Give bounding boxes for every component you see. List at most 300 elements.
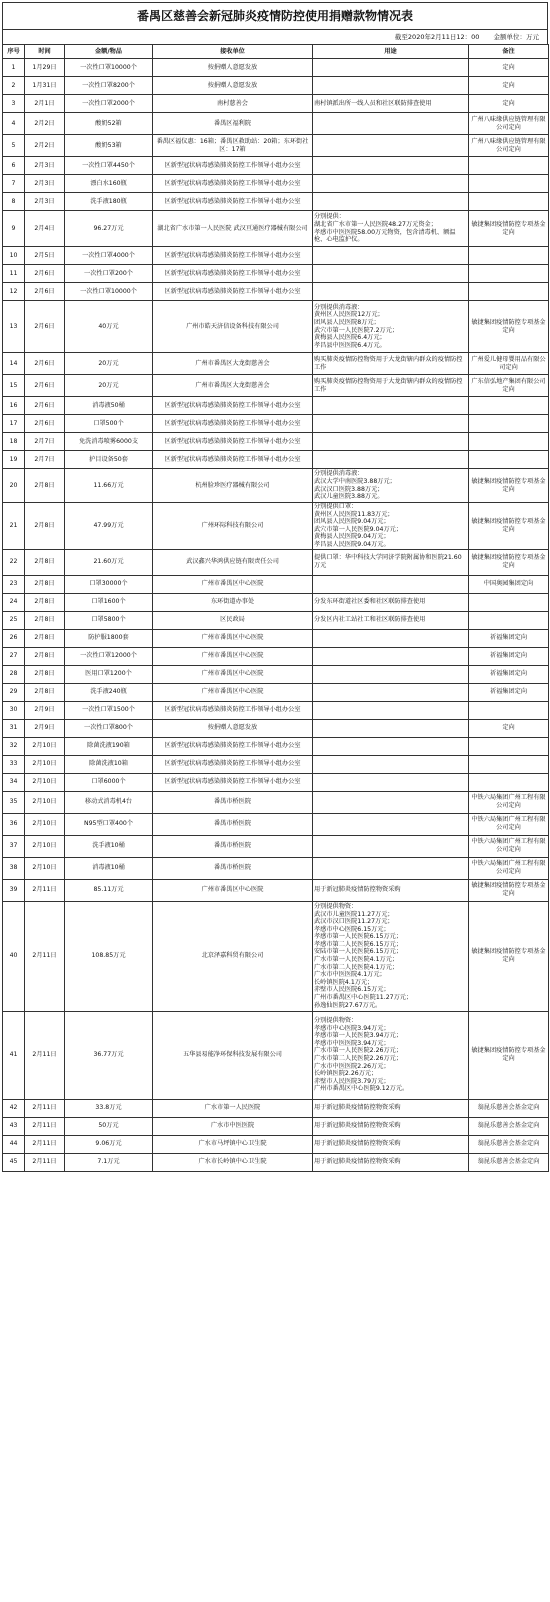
table-row bbox=[3, 549, 549, 575]
row-amount: 一次性口罩10000个 bbox=[65, 283, 153, 301]
row-remarks bbox=[469, 265, 549, 283]
row-recipient: 区新型冠状病毒感染肺炎防控工作领导小组办公室 bbox=[153, 247, 313, 265]
table-row bbox=[3, 397, 549, 415]
row-purpose bbox=[313, 77, 469, 95]
table-row bbox=[3, 1153, 549, 1171]
row-purpose bbox=[313, 665, 469, 683]
table-row bbox=[3, 503, 549, 550]
header-purpose: 用途 bbox=[313, 45, 469, 59]
row-purpose bbox=[313, 701, 469, 719]
row-purpose: 分别提供物资： 武汉市儿童医院11.27万元； 武汉市汉口医院11.27万元； 孝感市中心医院6.15万元； 孝感市第一人民医院6.15万元； 孝感市第二人民医院6.15万元； 安陆市第一人民医院6.15万元； 广水市第一人民医院4.1万元； 广水市第二人民医院4.1万元； 广水市中医医院4.1万元； 长岭镇医院4.1万元； 赤壁市人民医院6.15万元； 广州市番禺区中心医院11.27万元； 孙逸仙医院27.67万元。 bbox=[313, 901, 469, 1011]
table-row bbox=[3, 59, 549, 77]
row-index: 11 bbox=[3, 265, 25, 283]
row-recipient: 区民政局 bbox=[153, 611, 313, 629]
row-index: 44 bbox=[3, 1135, 25, 1153]
row-remarks bbox=[469, 701, 549, 719]
row-remarks bbox=[469, 193, 549, 211]
row-purpose: 分别提供消毒液： 黄州区人民医院12万元； 团风县人民医院8万元； 武穴市第一人民医院7.2万元； 黄梅县人民医院6.4万元； 孝昌县中医医院6.4万元。 bbox=[313, 301, 469, 353]
row-amount: 一次性口罩2000个 bbox=[65, 95, 153, 113]
row-index: 9 bbox=[3, 211, 25, 247]
row-amount: 47.99万元 bbox=[65, 503, 153, 550]
row-purpose: 用于新冠肺炎疫情防控物资采购 bbox=[313, 1117, 469, 1135]
row-remarks: 中铁六局集团广州工程有限公司定向 bbox=[469, 813, 549, 835]
row-recipient: 区新型冠状病毒感染肺炎防控工作领导小组办公室 bbox=[153, 175, 313, 193]
row-date: 2月10日 bbox=[25, 813, 65, 835]
row-date: 2月4日 bbox=[25, 211, 65, 247]
row-purpose bbox=[313, 283, 469, 301]
row-date: 2月8日 bbox=[25, 611, 65, 629]
row-index: 16 bbox=[3, 397, 25, 415]
row-remarks bbox=[469, 737, 549, 755]
row-date: 2月10日 bbox=[25, 737, 65, 755]
table-row bbox=[3, 835, 549, 857]
row-index: 6 bbox=[3, 157, 25, 175]
row-index: 25 bbox=[3, 611, 25, 629]
row-remarks: 广州爱儿健母婴用品有限公司定向 bbox=[469, 353, 549, 375]
row-remarks bbox=[469, 175, 549, 193]
row-remarks: 翁昆乐慈善会基金定向 bbox=[469, 1153, 549, 1171]
row-recipient: 番禺市桥医院 bbox=[153, 791, 313, 813]
row-purpose bbox=[313, 193, 469, 211]
row-date: 2月10日 bbox=[25, 755, 65, 773]
row-purpose bbox=[313, 857, 469, 879]
table-header-row bbox=[3, 45, 549, 59]
row-recipient: 区新型冠状病毒感染肺炎防控工作领导小组办公室 bbox=[153, 737, 313, 755]
row-purpose bbox=[313, 629, 469, 647]
row-date: 2月11日 bbox=[25, 1011, 65, 1099]
row-index: 45 bbox=[3, 1153, 25, 1171]
row-remarks: 敏捷集团疫情防控专项基金定向 bbox=[469, 1011, 549, 1099]
row-date: 2月6日 bbox=[25, 283, 65, 301]
row-amount: 洗手液10桶 bbox=[65, 835, 153, 857]
row-date: 2月8日 bbox=[25, 683, 65, 701]
table-row bbox=[3, 135, 549, 157]
table-row bbox=[3, 95, 549, 113]
row-index: 14 bbox=[3, 353, 25, 375]
header-amount: 金额/物品 bbox=[65, 45, 153, 59]
row-purpose bbox=[313, 575, 469, 593]
row-date: 2月11日 bbox=[25, 1135, 65, 1153]
table-row bbox=[3, 665, 549, 683]
row-recipient: 广州市番禺区中心医院 bbox=[153, 629, 313, 647]
row-purpose: 分别提供： 湖北省广水市第一人民医院48.27万元资金； 孝感市中医医院58.00万元物资，包含清毒机、额温枪、心电监护仪。 bbox=[313, 211, 469, 247]
row-recipient: 按捐赠人意愿发放 bbox=[153, 59, 313, 77]
table-row bbox=[3, 611, 549, 629]
table-row bbox=[3, 647, 549, 665]
row-purpose: 南村镇派出所一线人员和社区联防排查使用 bbox=[313, 95, 469, 113]
row-amount: 消毒液50桶 bbox=[65, 397, 153, 415]
row-recipient: 番禺市桥医院 bbox=[153, 813, 313, 835]
row-date: 2月6日 bbox=[25, 265, 65, 283]
row-amount: 一次性口罩4450个 bbox=[65, 157, 153, 175]
row-purpose bbox=[313, 755, 469, 773]
row-recipient: 区新型冠状病毒感染肺炎防控工作领导小组办公室 bbox=[153, 193, 313, 211]
row-recipient: 广水市马坪镇中心卫生院 bbox=[153, 1135, 313, 1153]
row-recipient: 番禺区福利院 bbox=[153, 113, 313, 135]
row-amount: 口罩30000个 bbox=[65, 575, 153, 593]
table-row bbox=[3, 375, 549, 397]
row-index: 23 bbox=[3, 575, 25, 593]
table-row bbox=[3, 283, 549, 301]
row-index: 30 bbox=[3, 701, 25, 719]
table-row bbox=[3, 265, 549, 283]
table-row bbox=[3, 1011, 549, 1099]
row-amount: 7.1万元 bbox=[65, 1153, 153, 1171]
row-remarks bbox=[469, 433, 549, 451]
row-remarks: 敏捷集团疫情防控专项基金定向 bbox=[469, 549, 549, 575]
row-amount: 40万元 bbox=[65, 301, 153, 353]
row-amount: 21.60万元 bbox=[65, 549, 153, 575]
row-remarks: 翁昆乐慈善会基金定向 bbox=[469, 1099, 549, 1117]
table-row bbox=[3, 755, 549, 773]
row-recipient: 区新型冠状病毒感染肺炎防控工作领导小组办公室 bbox=[153, 773, 313, 791]
row-purpose bbox=[313, 433, 469, 451]
row-purpose bbox=[313, 59, 469, 77]
row-remarks: 广州八味缘供应链管理有限公司定向 bbox=[469, 113, 549, 135]
row-index: 38 bbox=[3, 857, 25, 879]
row-index: 27 bbox=[3, 647, 25, 665]
row-purpose bbox=[313, 451, 469, 469]
row-date: 2月9日 bbox=[25, 701, 65, 719]
row-purpose: 用于新冠肺炎疫情防控物资采购 bbox=[313, 1135, 469, 1153]
row-recipient: 区新型冠状病毒感染肺炎防控工作领导小组办公室 bbox=[153, 157, 313, 175]
row-index: 8 bbox=[3, 193, 25, 211]
row-date: 1月31日 bbox=[25, 77, 65, 95]
row-recipient: 广州市番禺区大龙街慈善会 bbox=[153, 375, 313, 397]
row-remarks: 敏捷集团疫情防控专项基金定向 bbox=[469, 879, 549, 901]
row-index: 1 bbox=[3, 59, 25, 77]
table-row bbox=[3, 813, 549, 835]
header-date: 时间 bbox=[25, 45, 65, 59]
row-recipient: 区新型冠状病毒感染肺炎防控工作领导小组办公室 bbox=[153, 397, 313, 415]
table-row bbox=[3, 157, 549, 175]
row-recipient: 按捐赠人意愿发放 bbox=[153, 719, 313, 737]
row-recipient: 广州市番禺区大龙街慈善会 bbox=[153, 353, 313, 375]
row-index: 7 bbox=[3, 175, 25, 193]
row-purpose: 分发区内社工站社工和社区联防排查使用 bbox=[313, 611, 469, 629]
row-purpose bbox=[313, 175, 469, 193]
table-row bbox=[3, 593, 549, 611]
row-date: 2月10日 bbox=[25, 857, 65, 879]
row-index: 32 bbox=[3, 737, 25, 755]
table-row bbox=[3, 701, 549, 719]
row-remarks bbox=[469, 773, 549, 791]
row-remarks: 定向 bbox=[469, 719, 549, 737]
row-purpose bbox=[313, 247, 469, 265]
row-date: 2月9日 bbox=[25, 719, 65, 737]
row-date: 2月3日 bbox=[25, 193, 65, 211]
row-purpose: 用于新冠肺炎疫情防控物资采购 bbox=[313, 1153, 469, 1171]
row-recipient: 湖北省广水市第一人民医院 武汉亘通医疗器械有限公司 bbox=[153, 211, 313, 247]
row-purpose: 分别提供物资： 孝感市中心医院3.94万元； 孝感市第一人民医院3.94万元； 孝感市中医医院3.94万元； 广水市第一人民医院2.26万元； 广水市第二人民医院2.26万元； 广水市中医医院2.26万元； 长岭镇医院2.26万元； 赤壁市人民医院3.79万元； 广州市番禺区中心医院9.12万元。 bbox=[313, 1011, 469, 1099]
row-amount: 洗手液180瓶 bbox=[65, 193, 153, 211]
document-meta bbox=[2, 29, 548, 44]
row-amount: 移动式消毒机4台 bbox=[65, 791, 153, 813]
row-remarks bbox=[469, 593, 549, 611]
row-index: 42 bbox=[3, 1099, 25, 1117]
row-amount: 33.8万元 bbox=[65, 1099, 153, 1117]
row-index: 15 bbox=[3, 375, 25, 397]
row-date: 2月11日 bbox=[25, 901, 65, 1011]
table-row bbox=[3, 1135, 549, 1153]
row-amount: 酸奶52箱 bbox=[65, 113, 153, 135]
row-purpose: 分别提供口罩： 黄州区人民医院11.83万元； 团风县人民医院9.04万元； 武穴市第一人民医院9.04万元； 黄梅县人民医院9.04万元； 孝昌县人民医院9.04万元。 bbox=[313, 503, 469, 550]
row-recipient: 广水市第一人民医院 bbox=[153, 1099, 313, 1117]
row-amount: N95型口罩400个 bbox=[65, 813, 153, 835]
table-row bbox=[3, 211, 549, 247]
row-date: 2月8日 bbox=[25, 593, 65, 611]
amount-unit: 金额单位：万元 bbox=[493, 33, 539, 41]
row-recipient: 区新型冠状病毒感染肺炎防控工作领导小组办公室 bbox=[153, 415, 313, 433]
row-index: 34 bbox=[3, 773, 25, 791]
row-remarks bbox=[469, 755, 549, 773]
row-amount: 漂白水160瓶 bbox=[65, 175, 153, 193]
row-purpose: 用于新冠肺炎疫情防控物资采购 bbox=[313, 879, 469, 901]
row-index: 41 bbox=[3, 1011, 25, 1099]
row-recipient: 武汉鑫兴华鸿供应链有限责任公司 bbox=[153, 549, 313, 575]
table-row bbox=[3, 719, 549, 737]
row-index: 24 bbox=[3, 593, 25, 611]
row-amount: 一次性口罩4000个 bbox=[65, 247, 153, 265]
row-remarks: 敏捷集团疫情防控专项基金定向 bbox=[469, 503, 549, 550]
row-amount: 108.85万元 bbox=[65, 901, 153, 1011]
row-index: 40 bbox=[3, 901, 25, 1011]
row-date: 2月7日 bbox=[25, 451, 65, 469]
table-body bbox=[3, 59, 549, 1172]
table-row bbox=[3, 773, 549, 791]
row-date: 2月2日 bbox=[25, 135, 65, 157]
row-remarks: 敏捷集团疫情防控专项基金定向 bbox=[469, 469, 549, 503]
row-amount: 96.27万元 bbox=[65, 211, 153, 247]
row-remarks: 翁昆乐慈善会基金定向 bbox=[469, 1135, 549, 1153]
row-remarks: 定向 bbox=[469, 95, 549, 113]
row-index: 28 bbox=[3, 665, 25, 683]
row-purpose bbox=[313, 265, 469, 283]
row-recipient: 按捐赠人意愿发放 bbox=[153, 77, 313, 95]
row-amount: 20万元 bbox=[65, 375, 153, 397]
document-page bbox=[2, 2, 548, 1598]
row-remarks: 翁昆乐慈善会基金定向 bbox=[469, 1117, 549, 1135]
row-date: 2月8日 bbox=[25, 503, 65, 550]
row-date: 2月7日 bbox=[25, 433, 65, 451]
row-amount: 洗手液240瓶 bbox=[65, 683, 153, 701]
header-recipient: 接收单位 bbox=[153, 45, 313, 59]
row-purpose bbox=[313, 113, 469, 135]
row-purpose: 提供口罩：华中科技大学同济学院附属协和医院21.60万元 bbox=[313, 549, 469, 575]
row-index: 12 bbox=[3, 283, 25, 301]
row-date: 1月29日 bbox=[25, 59, 65, 77]
row-recipient: 东环街道办事处 bbox=[153, 593, 313, 611]
row-index: 19 bbox=[3, 451, 25, 469]
table-row bbox=[3, 415, 549, 433]
row-date: 2月10日 bbox=[25, 835, 65, 857]
row-amount: 医用口罩1200个 bbox=[65, 665, 153, 683]
row-amount: 85.11万元 bbox=[65, 879, 153, 901]
row-purpose: 购买肺炎疫情防控物资用于大龙街辖内群众的疫情防控工作 bbox=[313, 375, 469, 397]
row-recipient: 区新型冠状病毒感染肺炎防控工作领导小组办公室 bbox=[153, 701, 313, 719]
row-index: 2 bbox=[3, 77, 25, 95]
row-amount: 20万元 bbox=[65, 353, 153, 375]
table-row bbox=[3, 353, 549, 375]
row-amount: 口罩1600个 bbox=[65, 593, 153, 611]
row-index: 39 bbox=[3, 879, 25, 901]
row-index: 17 bbox=[3, 415, 25, 433]
row-remarks: 祈福集团定向 bbox=[469, 647, 549, 665]
row-amount: 口罩5800个 bbox=[65, 611, 153, 629]
row-index: 18 bbox=[3, 433, 25, 451]
row-recipient: 番禺市桥医院 bbox=[153, 857, 313, 879]
row-amount: 除菌洗液190箱 bbox=[65, 737, 153, 755]
table-row bbox=[3, 1099, 549, 1117]
row-date: 2月8日 bbox=[25, 575, 65, 593]
row-recipient: 广州市皓天济信设备科技有限公司 bbox=[153, 301, 313, 353]
table-row bbox=[3, 247, 549, 265]
row-recipient: 番禺市桥医院 bbox=[153, 835, 313, 857]
row-index: 21 bbox=[3, 503, 25, 550]
row-amount: 9.06万元 bbox=[65, 1135, 153, 1153]
table-row bbox=[3, 433, 549, 451]
row-recipient: 广州市番禺区中心医院 bbox=[153, 647, 313, 665]
row-amount: 一次性口罩10000个 bbox=[65, 59, 153, 77]
row-purpose: 购买肺炎疫情防控物资用于大龙街辖内群众的疫情防控工作 bbox=[313, 353, 469, 375]
row-date: 2月6日 bbox=[25, 353, 65, 375]
table-row bbox=[3, 879, 549, 901]
row-amount: 酸奶53箱 bbox=[65, 135, 153, 157]
table-row bbox=[3, 857, 549, 879]
row-remarks: 敏捷集团疫情防控专项基金定向 bbox=[469, 301, 549, 353]
row-index: 43 bbox=[3, 1117, 25, 1135]
row-purpose: 分别提供消毒液： 武汉大学中南医院3.88万元； 武汉汉口医院3.88万元； 武汉儿童医院3.88万元。 bbox=[313, 469, 469, 503]
row-remarks bbox=[469, 415, 549, 433]
row-purpose bbox=[313, 835, 469, 857]
row-purpose bbox=[313, 415, 469, 433]
row-index: 5 bbox=[3, 135, 25, 157]
row-amount: 一次性口罩1500个 bbox=[65, 701, 153, 719]
row-index: 36 bbox=[3, 813, 25, 835]
row-amount: 11.66万元 bbox=[65, 469, 153, 503]
row-purpose bbox=[313, 135, 469, 157]
row-purpose: 用于新冠肺炎疫情防控物资采购 bbox=[313, 1099, 469, 1117]
row-remarks: 中铁六局集团广州工程有限公司定向 bbox=[469, 791, 549, 813]
row-remarks: 中铁六局集团广州工程有限公司定向 bbox=[469, 835, 549, 857]
header-index: 序号 bbox=[3, 45, 25, 59]
row-index: 35 bbox=[3, 791, 25, 813]
table-row bbox=[3, 469, 549, 503]
row-recipient: 广州环际科技有限公司 bbox=[153, 503, 313, 550]
row-recipient: 五华县易能净环保科技发展有限公司 bbox=[153, 1011, 313, 1099]
row-remarks: 敏捷集团疫情防控专项基金定向 bbox=[469, 211, 549, 247]
row-recipient: 区新型冠状病毒感染肺炎防控工作领导小组办公室 bbox=[153, 755, 313, 773]
row-amount: 50万元 bbox=[65, 1117, 153, 1135]
row-amount: 一次性口罩800个 bbox=[65, 719, 153, 737]
row-index: 22 bbox=[3, 549, 25, 575]
header-remarks: 备注 bbox=[469, 45, 549, 59]
row-recipient: 广州市番禺区中心医院 bbox=[153, 683, 313, 701]
row-purpose bbox=[313, 683, 469, 701]
row-date: 2月3日 bbox=[25, 157, 65, 175]
row-recipient: 广州市番禺区中心医院 bbox=[153, 575, 313, 593]
row-index: 13 bbox=[3, 301, 25, 353]
row-date: 2月6日 bbox=[25, 375, 65, 397]
row-date: 2月10日 bbox=[25, 791, 65, 813]
row-amount: 一次性口罩8200个 bbox=[65, 77, 153, 95]
row-date: 2月11日 bbox=[25, 879, 65, 901]
row-index: 26 bbox=[3, 629, 25, 647]
row-index: 10 bbox=[3, 247, 25, 265]
row-purpose bbox=[313, 773, 469, 791]
row-date: 2月3日 bbox=[25, 175, 65, 193]
row-amount: 护目设备50套 bbox=[65, 451, 153, 469]
row-remarks bbox=[469, 283, 549, 301]
document-title: 番禺区慈善会新冠肺炎疫情防控使用捐赠款物情况表 bbox=[2, 2, 548, 29]
row-index: 3 bbox=[3, 95, 25, 113]
row-index: 29 bbox=[3, 683, 25, 701]
row-remarks: 祈福集团定向 bbox=[469, 665, 549, 683]
row-remarks bbox=[469, 247, 549, 265]
cutoff-time: 截至2020年2月11日12：00 bbox=[394, 33, 480, 41]
row-recipient: 区新型冠状病毒感染肺炎防控工作领导小组办公室 bbox=[153, 283, 313, 301]
row-remarks bbox=[469, 157, 549, 175]
row-amount: 除菌洗液10箱 bbox=[65, 755, 153, 773]
table-row bbox=[3, 451, 549, 469]
row-purpose bbox=[313, 791, 469, 813]
row-recipient: 北京泽嘉科贸有限公司 bbox=[153, 901, 313, 1011]
row-remarks: 广州八味缘供应链管理有限公司定向 bbox=[469, 135, 549, 157]
row-amount: 36.77万元 bbox=[65, 1011, 153, 1099]
row-index: 33 bbox=[3, 755, 25, 773]
row-recipient: 南村慈善会 bbox=[153, 95, 313, 113]
row-date: 2月10日 bbox=[25, 773, 65, 791]
table-row bbox=[3, 1117, 549, 1135]
row-amount: 一次性口罩12000个 bbox=[65, 647, 153, 665]
table-row bbox=[3, 683, 549, 701]
row-amount: 口罩500个 bbox=[65, 415, 153, 433]
table-row bbox=[3, 629, 549, 647]
row-index: 37 bbox=[3, 835, 25, 857]
row-date: 2月8日 bbox=[25, 469, 65, 503]
table-row bbox=[3, 737, 549, 755]
row-recipient: 区新型冠状病毒感染肺炎防控工作领导小组办公室 bbox=[153, 433, 313, 451]
row-remarks: 定向 bbox=[469, 77, 549, 95]
row-remarks bbox=[469, 397, 549, 415]
table-row bbox=[3, 193, 549, 211]
row-recipient: 番禺区福仪惠：16箱；番禺区救助站：20箱；东环街社区：17箱 bbox=[153, 135, 313, 157]
row-remarks: 广东信弘地产集团有限公司定向 bbox=[469, 375, 549, 397]
row-purpose bbox=[313, 719, 469, 737]
row-date: 2月11日 bbox=[25, 1099, 65, 1117]
row-date: 2月11日 bbox=[25, 1153, 65, 1171]
row-recipient: 区新型冠状病毒感染肺炎防控工作领导小组办公室 bbox=[153, 265, 313, 283]
table-row bbox=[3, 301, 549, 353]
row-date: 2月5日 bbox=[25, 247, 65, 265]
row-purpose bbox=[313, 737, 469, 755]
row-index: 31 bbox=[3, 719, 25, 737]
table-row bbox=[3, 175, 549, 193]
row-date: 2月6日 bbox=[25, 301, 65, 353]
row-remarks: 中铁六局集团广州工程有限公司定向 bbox=[469, 857, 549, 879]
row-recipient: 广州市番禺区中心医院 bbox=[153, 665, 313, 683]
row-recipient: 杭州脸珍医疗器械有限公司 bbox=[153, 469, 313, 503]
row-remarks: 中国奥园集团定向 bbox=[469, 575, 549, 593]
row-index: 4 bbox=[3, 113, 25, 135]
table-row bbox=[3, 901, 549, 1011]
row-amount: 防护服1800套 bbox=[65, 629, 153, 647]
row-amount: 一次性口罩200个 bbox=[65, 265, 153, 283]
row-date: 2月6日 bbox=[25, 397, 65, 415]
row-date: 2月1日 bbox=[25, 95, 65, 113]
row-purpose bbox=[313, 157, 469, 175]
row-date: 2月8日 bbox=[25, 665, 65, 683]
